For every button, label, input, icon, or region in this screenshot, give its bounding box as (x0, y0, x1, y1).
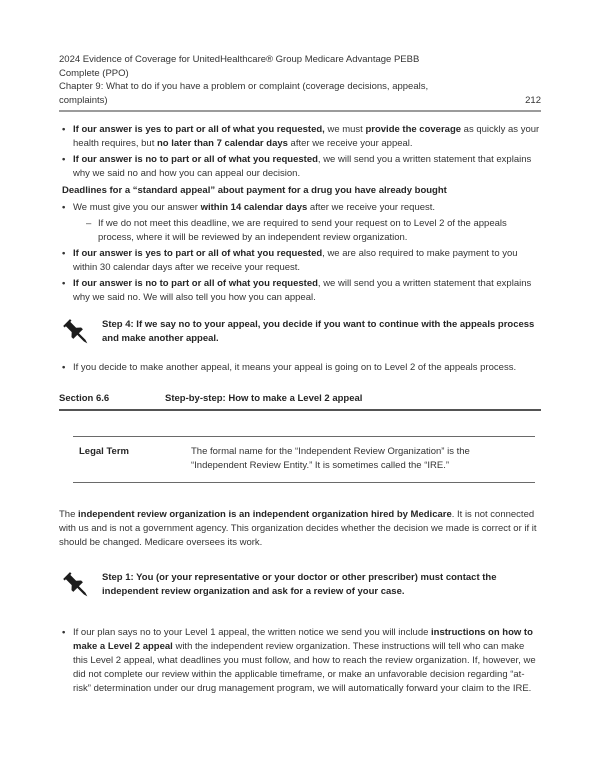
section-number: Section 6.6 (59, 393, 110, 404)
list-item (62, 123, 541, 151)
list-item-text: We must give you our answer within 14 calendar days after we receive your request. (73, 202, 436, 213)
header-line: Complete (PPO) (59, 67, 129, 79)
bullet-marker: • (62, 154, 66, 165)
list-item (62, 626, 541, 696)
list-item-text: If our answer is yes to part or all of what you requested, we are also required to make payment to you within 30 calendar days after we receive your request. (73, 248, 518, 273)
section-rule (59, 409, 541, 411)
legal-term-text: The formal name for the “Independent Review Organization” is the “Independent Review Entity.” It is sometimes called the “IRE.” (191, 446, 470, 471)
list-item-text: If you decide to make another appeal, it means your appeal is going on to Level 2 of the appeals process. (73, 362, 517, 373)
bullet-marker: • (62, 627, 66, 638)
bullet-marker: • (62, 202, 66, 213)
list-item (62, 201, 541, 215)
list-item-text: If our answer is no to part or all of what you requested, we will send you a written statement that explains why we said no. We will also tell you how you can appeal. (73, 278, 532, 303)
page-header (59, 53, 541, 112)
pushpin-icon (59, 316, 95, 350)
list-item (62, 247, 541, 275)
list-item (62, 153, 541, 181)
page-number: 212 (525, 94, 541, 106)
list-item-text: If our answer is yes to part or all of what you requested, we must provide the coverage as quickly as your health requires, but no later than 7 calendar days after we receive your appeal. (73, 124, 540, 149)
sub-list-item (86, 217, 541, 245)
deadlines-heading: Deadlines for a “standard appeal” about payment for a drug you have already bought (62, 185, 447, 196)
intro-paragraph: The independent review organization is an independent organization hired by Medicare. It is not connected with us and is not a government agency. This organization decides whether the decision we made is correct or if it should be changed. Medicare oversees its work. (59, 509, 537, 548)
list-item (62, 361, 541, 375)
header-line: 2024 Evidence of Coverage for UnitedHealthcare® Group Medicare Advantage PEBB (59, 54, 420, 65)
section-heading (59, 392, 541, 406)
bullet-marker: • (62, 278, 66, 289)
list-item (62, 277, 541, 305)
legal-term-box (73, 436, 535, 483)
step-4-callout (59, 316, 541, 350)
dash-marker: – (86, 218, 92, 229)
pushpin-icon (59, 569, 95, 603)
header-line: complaints) (59, 94, 108, 106)
header-rule (59, 110, 541, 112)
section-title: Step-by-step: How to make a Level 2 appeal (165, 393, 363, 404)
bullet-marker: • (62, 362, 66, 373)
step-4-text: Step 4: If we say no to your appeal, you decide if you want to continue with the appeals process and make another appeal. (102, 319, 535, 344)
sub-list-item-text: If we do not meet this deadline, we are required to send your request on to Level 2 of the appeals process, where it will be reviewed by an independent review organization. (98, 218, 507, 243)
step-1-text: Step 1: You (or your representative or your doctor or other prescriber) must contact the independent review organization and ask for a review of your case. (102, 572, 497, 597)
bullet-marker: • (62, 124, 66, 135)
step-1-callout (59, 569, 541, 603)
header-line: Chapter 9: What to do if you have a problem or complaint (coverage decisions, appeals, (59, 81, 429, 92)
page-body (59, 123, 541, 696)
legal-term-label: Legal Term (79, 446, 129, 457)
bullet-marker: • (62, 248, 66, 259)
list-item-text: If our answer is no to part or all of what you requested, we will send you a written statement that explains why we said no and how you can appeal our decision. (73, 154, 532, 179)
list-item-text: If our plan says no to your Level 1 appeal, the written notice we send you will include instructions on how to make a Level 2 appeal with the independent review organization. These instructions will tell who can make this Level 2 appeal, what deadlines you must follow, and how to reach the review organization. If, however, we did not complete our review within the applicable timeframe, or make an unfavorable decision regarding “at-risk” determination under our drug management program, we will automatically forward your claim to the IRE. (73, 627, 536, 694)
header-title (59, 53, 428, 107)
